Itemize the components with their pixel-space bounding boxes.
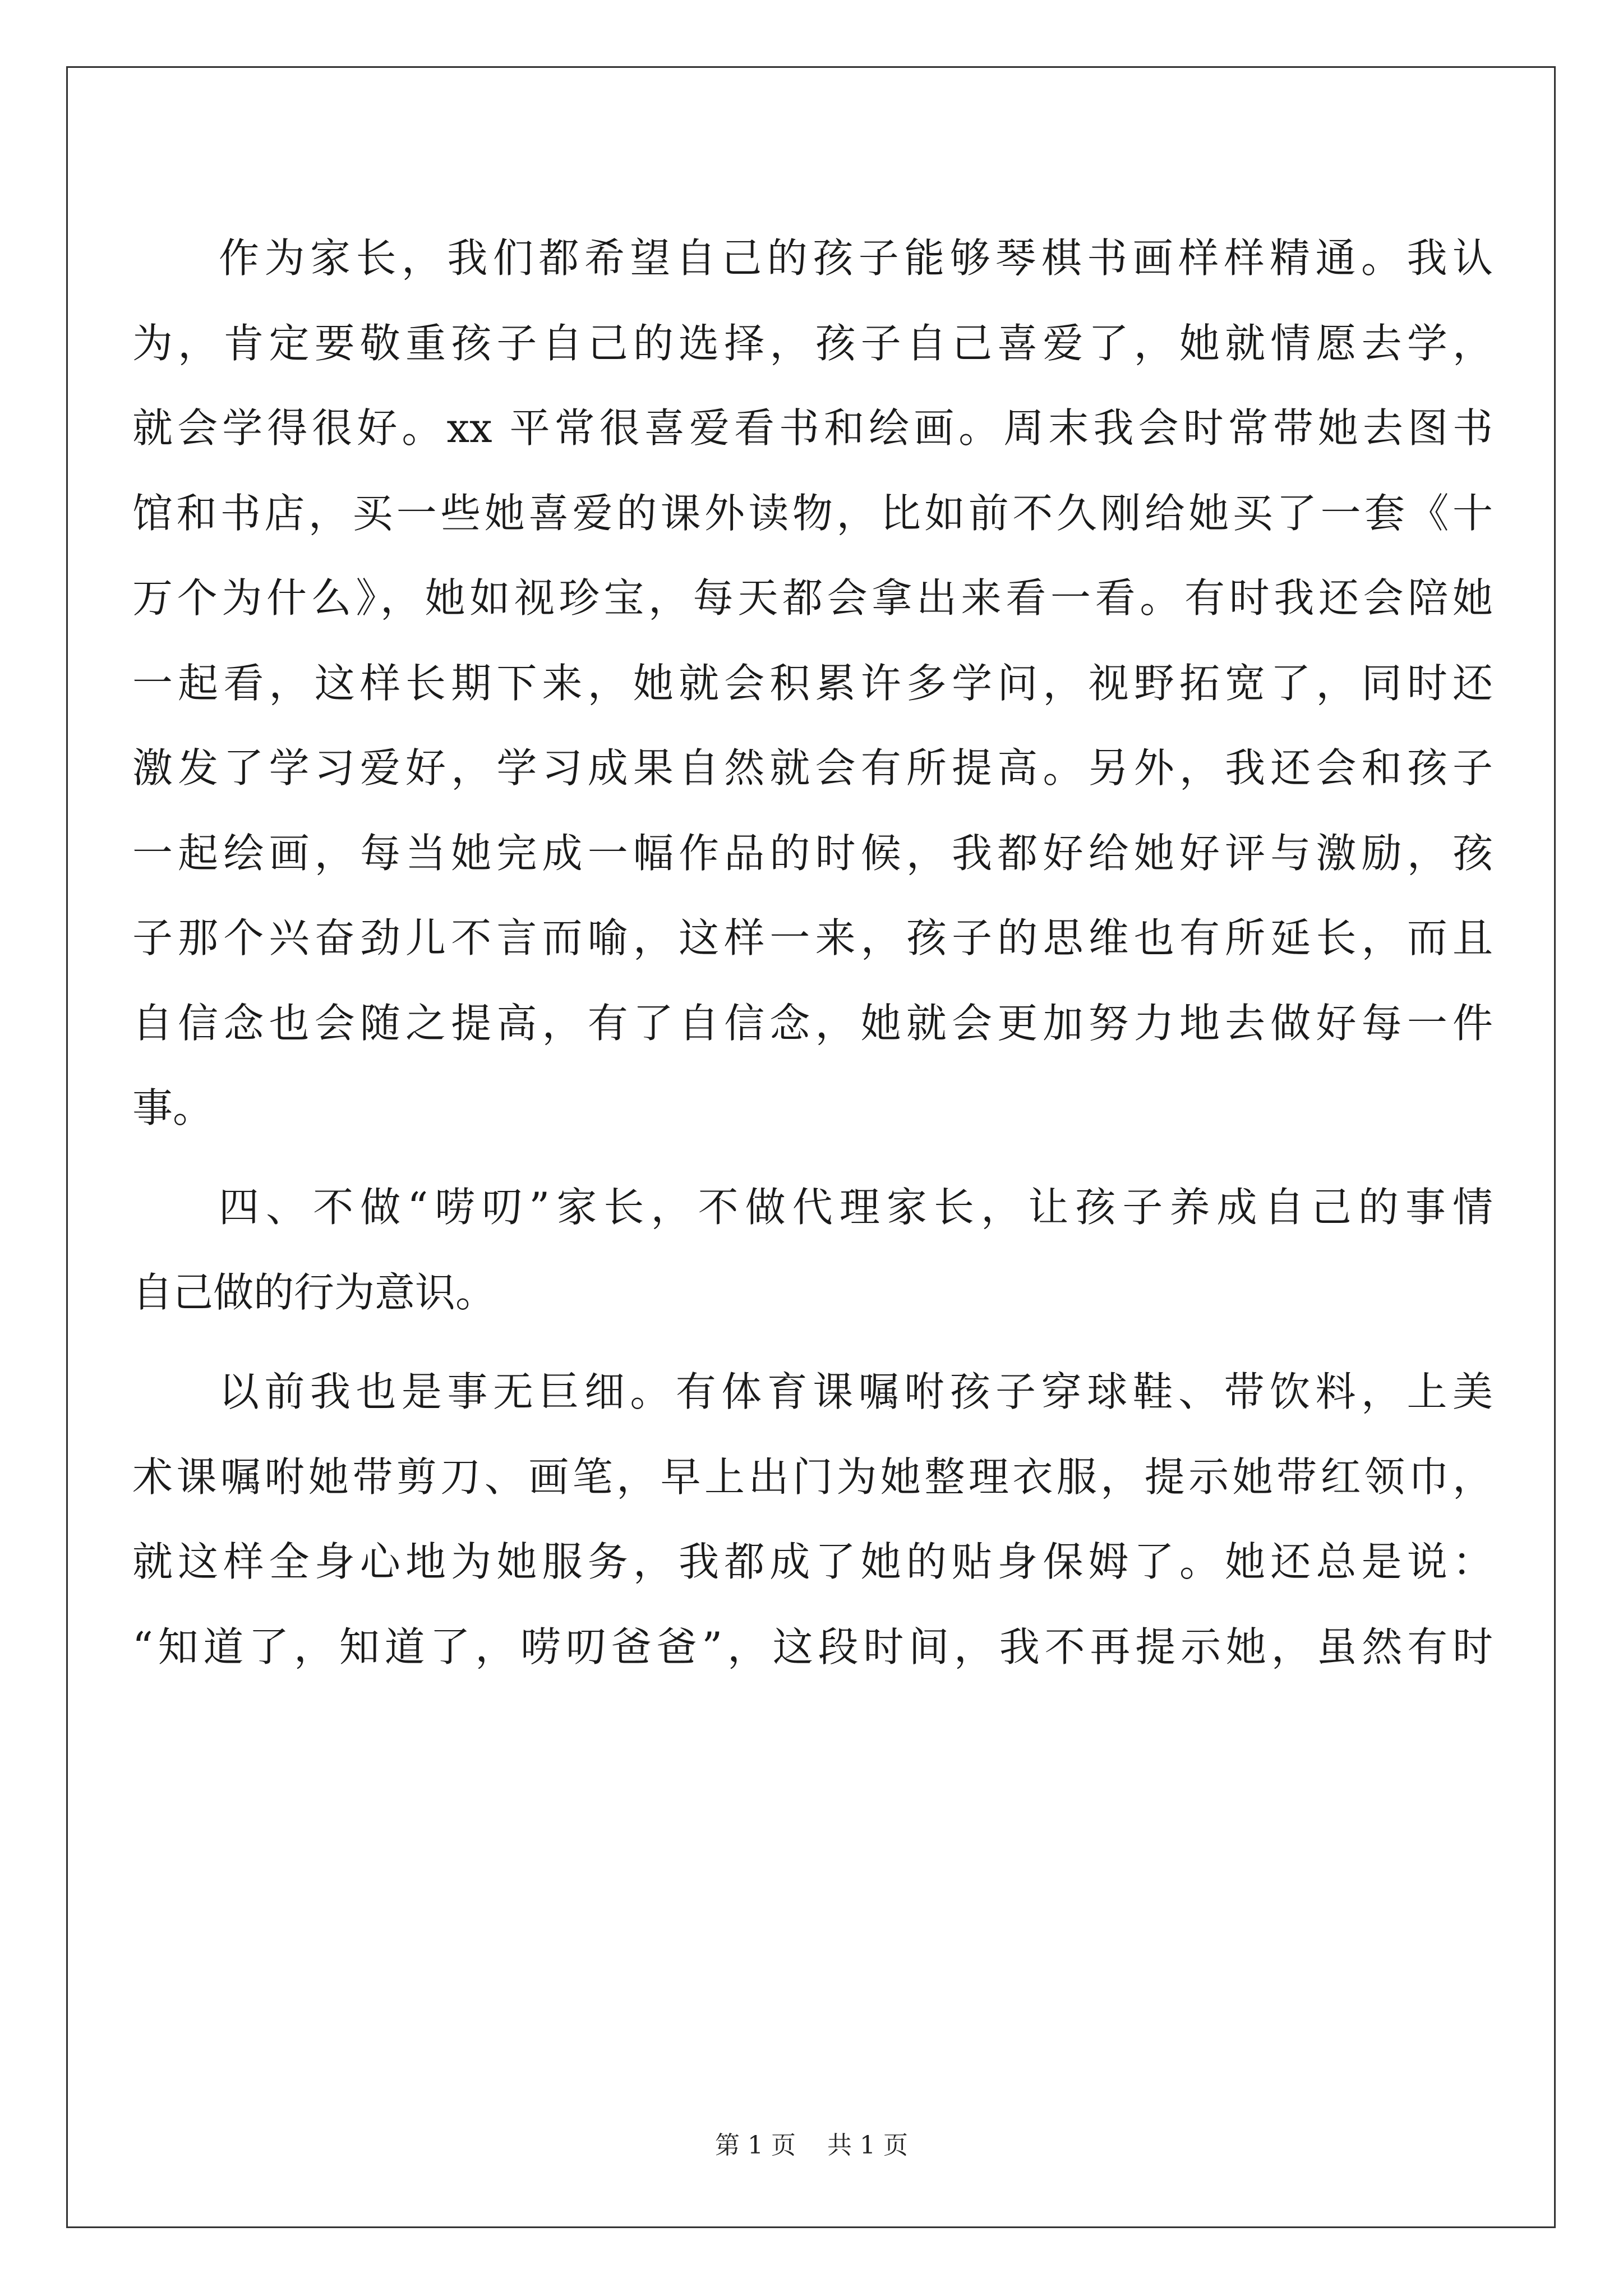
paragraph-line: 为，肯定要敬重孩子自己的选择，孩子自己喜爱了，她就情愿去学， [132,320,1493,367]
paragraph-line: 子那个兴奋劲儿不言而喻，这样一来，孩子的思维也有所延长，而且 [132,914,1493,961]
paragraph-line: 一起绘画，每当她完成一幅作品的时候，我都好给她好评与激励，孩 [132,830,1493,877]
total-pages: 共 1 页 [827,2131,908,2160]
paragraph-line: 一起看，这样长期下来，她就会积累许多学问，视野拓宽了，同时还 [132,660,1493,707]
paragraph-line: 以前我也是事无巨细。有体育课嘱咐孩子穿球鞋、带饮料，上美 [219,1368,1493,1415]
paragraph-line: 作为家长，我们都希望自己的孩子能够琴棋书画样样精通。我认 [219,234,1493,282]
paragraph-line: 自己做的行为意识。 [132,1269,496,1316]
paragraph-line: 事。 [132,1084,214,1131]
paragraph-line: 就这样全身心地为她服务，我都成了她的贴身保姆了。她还总是说： [132,1538,1493,1585]
paragraph-line: 激发了学习爱好，学习成果自然就会有所提高。另外，我还会和孩子 [132,744,1493,792]
paragraph-line: 术课嘱咐她带剪刀、画笔，早上出门为她整理衣服，提示她带红领巾， [132,1453,1493,1501]
paragraph-line: “知道了，知道了，唠叨爸爸”，这段时间，我不再提示她，虽然有时 [132,1623,1493,1671]
paragraph-line: 自信念也会随之提高，有了自信念，她就会更加努力地去做好每一件 [132,1000,1493,1047]
page-number: 第 1 页 [715,2131,796,2160]
page-footer [0,2129,1623,2162]
paragraph-line: 四、不做“唠叨”家长，不做代理家长，让孩子养成自己的事情 [219,1184,1493,1231]
paragraph-line: 万个为什么》，她如视珍宝，每天都会拿出来看一看。有时我还会陪她 [132,574,1493,622]
paragraph-line: 就会学得很好。xx 平常很喜爱看书和绘画。周末我会时常带她去图书 [132,404,1493,452]
paragraph-line: 馆和书店，买一些她喜爱的课外读物，比如前不久刚给她买了一套《十 [132,490,1493,537]
